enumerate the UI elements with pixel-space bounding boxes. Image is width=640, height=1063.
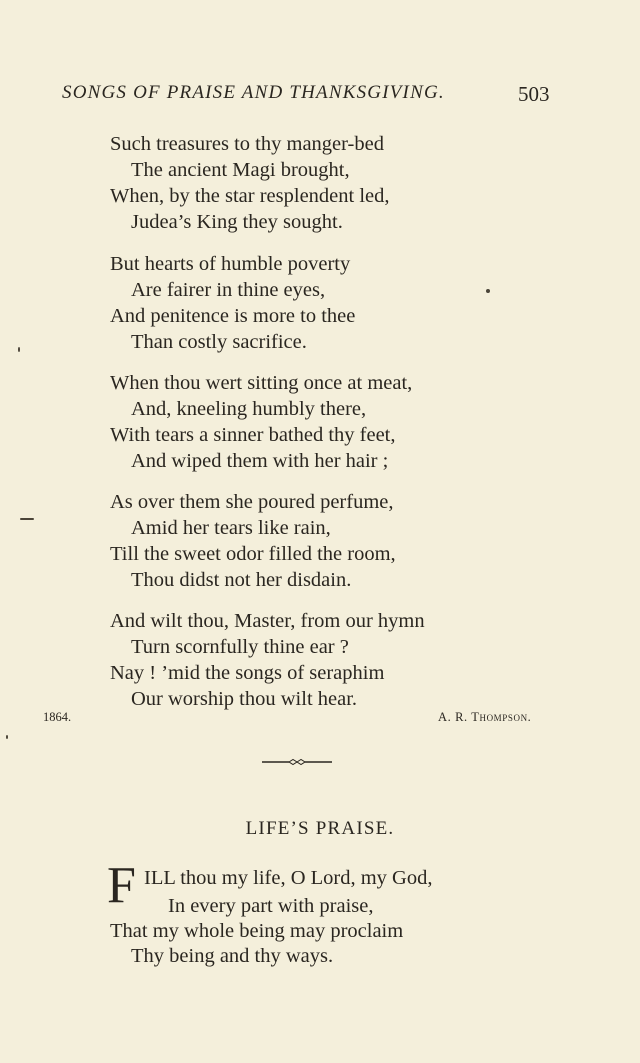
poem-line: ILL thou my life, O Lord, my God, xyxy=(144,867,433,889)
poem-line: Such treasures to thy manger-bed xyxy=(110,133,384,155)
poem-line: Till the sweet odor filled the room, xyxy=(110,543,396,565)
poem-line: Our worship thou wilt hear. xyxy=(131,688,358,710)
poem-author: A. R. Thompson. xyxy=(438,710,532,724)
poem-line: The ancient Magi brought, xyxy=(131,159,350,181)
poem-line: Are fairer in thine eyes, xyxy=(131,279,326,301)
poem-date: 1864. xyxy=(43,710,72,724)
poem-line: Thou didst not her disdain. xyxy=(131,569,352,591)
poem-line: Thy being and thy ways. xyxy=(131,945,334,967)
poem-title: LIFE’S PRAISE. xyxy=(245,818,395,839)
poem-line: When thou wert sitting once at meat, xyxy=(110,372,413,394)
drop-cap: F xyxy=(107,857,136,914)
poem-line: As over them she poured perfume, xyxy=(110,491,394,513)
poem-line: That my whole being may proclaim xyxy=(110,920,404,942)
poem-line: With tears a sinner bathed thy feet, xyxy=(110,424,396,446)
running-title: SONGS OF PRAISE AND THANKSGIVING. xyxy=(62,82,445,103)
paper-speck xyxy=(6,735,8,739)
poem-line: And penitence is more to thee xyxy=(110,305,356,327)
poem-line: And wiped them with her hair ; xyxy=(131,450,389,472)
poem-line: But hearts of humble poverty xyxy=(110,253,351,275)
page-number: 503 xyxy=(518,82,550,106)
paper-speck xyxy=(20,518,34,520)
poem-line: When, by the star resplendent led, xyxy=(110,185,390,207)
paper-speck xyxy=(18,347,20,352)
poem-line: In every part with praise, xyxy=(168,895,374,917)
poem-line: Turn scornfully thine ear ? xyxy=(131,636,349,658)
poem-line: And, kneeling humbly there, xyxy=(131,398,367,420)
poem-line: Nay ! ’mid the songs of seraphim xyxy=(110,662,385,684)
poem-line: Judea’s King they sought. xyxy=(131,211,343,233)
poem-line: Than costly sacrifice. xyxy=(131,331,307,353)
paper-speck xyxy=(486,289,490,293)
poem-line: And wilt thou, Master, from our hymn xyxy=(110,610,425,632)
poem-line: Amid her tears like rain, xyxy=(131,517,331,539)
section-divider-ornament xyxy=(262,757,332,767)
